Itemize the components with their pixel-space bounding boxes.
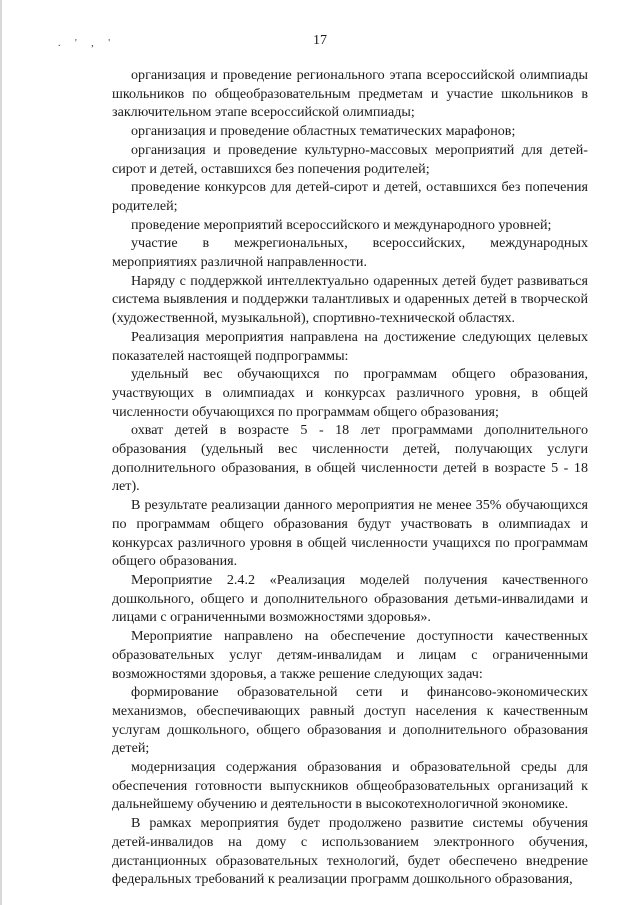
paragraph: Наряду с поддержкой интеллектуально одаренных детей будет развиваться система выявления и поддержки талантливых и одаренных детей в творческой (художественной, музыкальной), спортивно-технической областях. [112, 272, 588, 327]
paragraph: охват детей в возрасте 5 - 18 лет программами дополнительного образования (удельный вес численности детей, получающих услуги дополнительного образования, в общей численности детей в возрасте 5 - 18 лет). [112, 422, 588, 495]
paragraph: В результате реализации данного мероприятия не менее 35% обучающихся по программам общего образования будут участвовать в олимпиадах и конкурсах различного уровня в общей численности учащихся по программам общего образования. [112, 497, 588, 570]
scan-specks: . ' , ' [58, 38, 117, 49]
paragraph: организация и проведение регионального этапа всероссийской олимпиады школьников по общеобразовательным предметам и участие школьников в заключительном этапе всероссийской олимпиады; [112, 67, 588, 121]
scan-left-edge [0, 0, 2, 905]
document-body [112, 66, 588, 889]
paragraph: проведение мероприятий всероссийского и международного уровней; [131, 216, 552, 233]
paragraph: организация и проведение культурно-массовых мероприятий для детей-сирот и детей, оставшихся без попечения родителей; [112, 141, 588, 177]
page-number: 17 [313, 33, 327, 48]
paragraph: удельный вес обучающихся по программам общего образования, участвующих в олимпиадах и конкурсах различного уровня, в общей численности обучающихся по программам общего образования; [112, 366, 588, 420]
paragraph: участие в межрегиональных, всероссийских, международных мероприятиях различной направленности. [112, 235, 588, 271]
paragraph: проведение конкурсов для детей-сирот и детей, оставшихся без попечения родителей; [112, 179, 588, 214]
paragraph: Мероприятие направлено на обеспечение доступности качественных образовательных услуг детям-инвалидам и лицам с ограниченными возможностями здоровья, а также решение следующих задач: [112, 628, 588, 682]
paragraph: модернизация содержания образования и образовательной среды для обеспечения готовности выпускников общеобразовательных организаций к дальнейшему обучению и деятельности в высокотехнологичной экономике. [112, 759, 588, 813]
paragraph: Мероприятие 2.4.2 «Реализация моделей получения качественного дошкольного, общего и дополнительного образования детьми-инвалидами и лицами с ограниченными возможностями здоровья». [112, 571, 588, 626]
paragraph: Реализация мероприятия направлена на достижение следующих целевых показателей настоящей подпрограммы: [112, 328, 588, 364]
paragraph: В рамках мероприятия будет продолжено развитие системы обучения детей-инвалидов на дому с использованием электронного обучения, дистанционных образовательных технологий, будет обеспечено внедрение федеральных требований к реализации программ дошкольного образования, [112, 815, 588, 888]
paragraph: формирование образовательной сети и финансово-экономических механизмов, обеспечивающих равный доступ населения к качественным услугам дошкольного, общего образования и дополнительного образования детей; [112, 684, 588, 757]
paragraph: организация и проведение областных тематических марафонов; [131, 123, 516, 140]
